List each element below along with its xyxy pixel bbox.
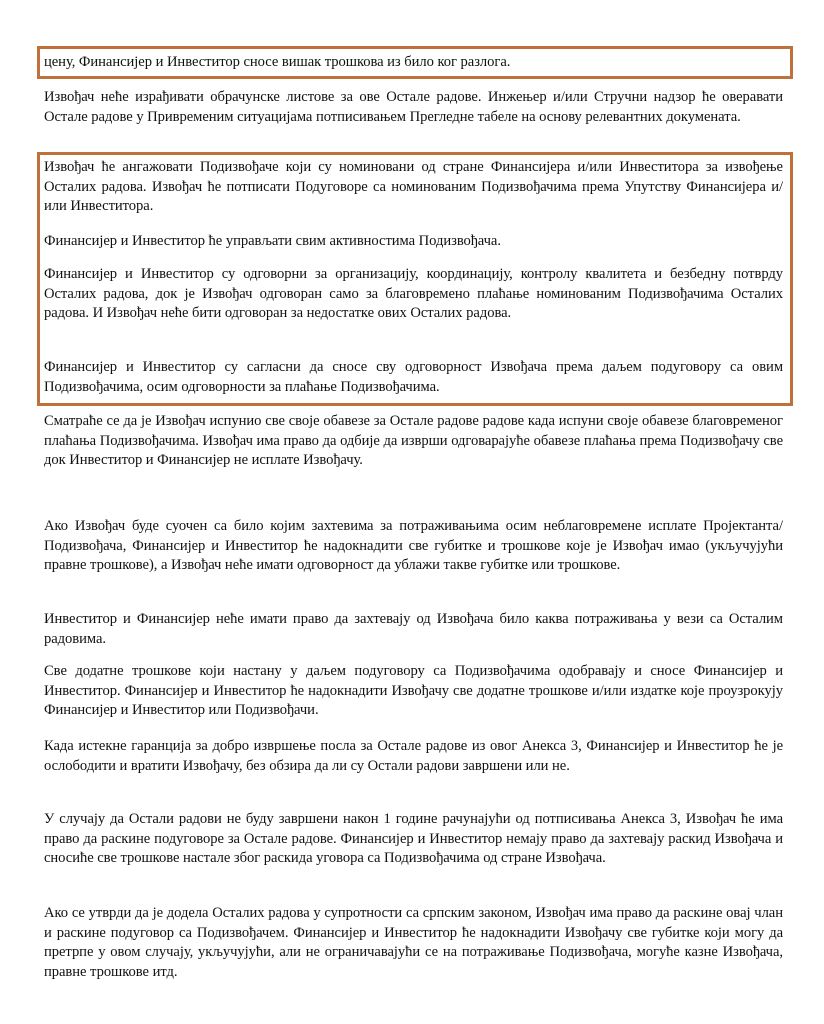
paragraph-11: Када истекне гаранција за добро извршење посла за Остале радове из овог Анекса 3, Финансијер и Инвеститор ће је ослободити и вратити Извођачу, без обзира да ли су Остали радови завршени или не. <box>44 738 783 774</box>
paragraph-12: У случају да Остали радови не буду завршени након 1 године рачунајући од потписивања Анекса 3, Извођач ће има право да раскине подуговоре за Остале радове. Финансијер и Инвеститор немају право да захтевају раскид Извођача и сносиће све трошкове настале због раскида уговора са Подизвођачима од стране Извођача. <box>44 811 783 866</box>
paragraph-1: цену, Финансијер и Инвеститор сносе вишак трошкова из било ког разлога. <box>44 54 511 70</box>
paragraph-7: Сматраће се да је Извођач испунио све своје обавезе за Остале радове радове када испуни своје обавезе благовременог плаћања Подизвођачима. Извођач има право да одбије да изврши одговарајуће обавезе плаћања према Подизвођачу све док Инвеститор и Финансијер не исплате Извођачу. <box>44 413 783 468</box>
paragraph-10: Све додатне трошкове који настану у даљем подуговору са Подизвођачима одобравају и сносе Финансијер и Инвеститор. Финансијер и Инвеститор ће надокнадити Извођачу све додатне трошкове и/или издатке које проузрокују Финансијер и Инвеститор или Подизвођачи. <box>44 663 783 718</box>
paragraph-13: Ако се утврди да је додела Осталих радова у супротности са српским законом, Извођач има право да раскине овај члан и раскине подуговор са Подизвођачем. Финансијер и Инвеститор ће надокнадити Извођачу све губитке који могу да претрпе у овом случају, укључујући, али не ограничавајући се на потраживање Подизвођача, могуће казне Извођача, правне трошкове итд. <box>44 905 783 980</box>
paragraph-2: Извођач неће израђивати обрачунске листове за ове Остале радове. Инжењер и/или Стручни надзор ће оверавати Остале радове у Привременим ситуацијама потписивањем Прегледне табеле на основу релевантних докумената. <box>44 89 783 125</box>
paragraph-6: Финансијер и Инвеститор су сагласни да сносе сву одговорност Извођача према даљем подуговору са овим Подизвођачима, осим одговорности за плаћање Подизвођачима. <box>44 359 783 395</box>
paragraph-3: Извођач ће ангажовати Подизвођаче који су номиновани од стране Финансијера и/или Инвеститора за извођење Осталих радова. Извођач ће потписати Подуговоре са номинованим Подизвођачима према Упутству Финансијера и/или Инвеститора. <box>44 159 783 214</box>
paragraph-4: Финансијер и Инвеститор ће управљати свим активностима Подизвођача. <box>44 233 501 249</box>
paragraph-8: Ако Извођач буде суочен са било којим захтевима за потраживањима осим неблаговремене исплате Пројектанта/Подизвођача, Финансијер и Инвеститор ће надокнадити све губитке и трошкове које је Извођач имао (укључујући правне трошкове), а Извођач неће имати одговорност да ублажи такве губитке или трошкове. <box>44 518 783 573</box>
paragraph-5: Финансијер и Инвеститор су одговорни за организацију, координацију, контролу квалитета и безбедну потврду Осталих радова, док је Извођач одговоран само за благовремено плаћање номинованим Подизвођачима Осталих радова. И Извођач неће бити одговоран за недостатке ових Осталих радова. <box>44 266 783 321</box>
paragraph-9: Инвеститор и Финансијер неће имати право да захтевају од Извођача било каква потраживања у вези са Осталим радовима. <box>44 611 783 647</box>
